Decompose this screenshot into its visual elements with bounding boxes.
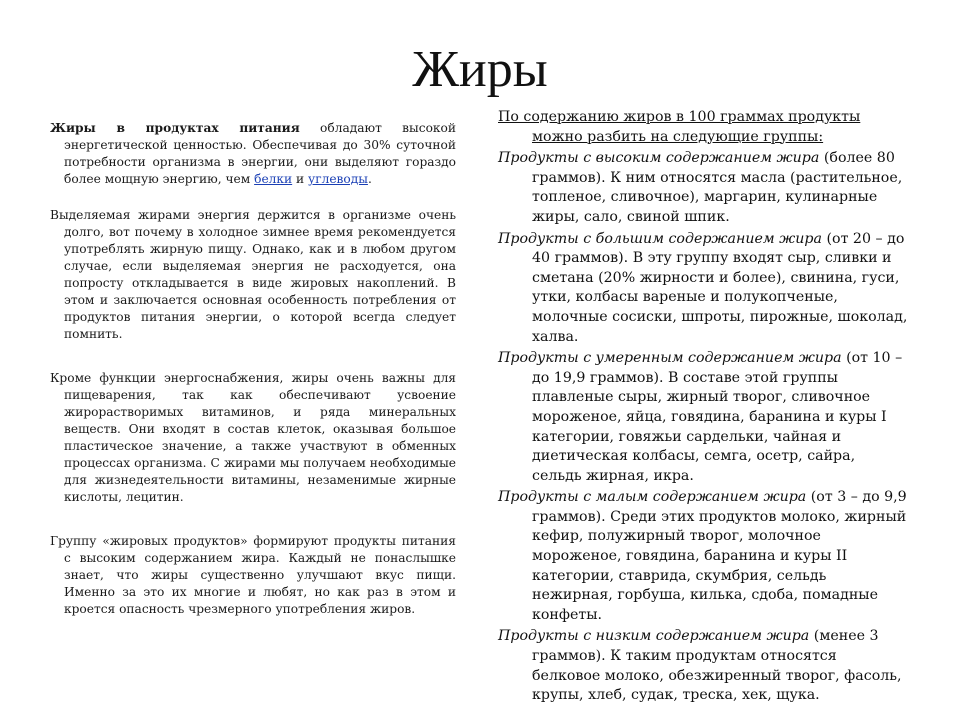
group-name: Продукты с низким содержанием жира [498,628,810,645]
group-name: Продукты с высоким содержанием жира [498,150,820,167]
group-text: (от 3 – до 9,9 граммов). Среди этих продуктов молоко, жирный кефир, полужирный творог, молочное мороженое, говядина, баранина и куры II категории, ставрида, скумбрия, сельдь нежирная, горбуша, килька, сдоба, помадные конфеты. [532,489,907,623]
right-column [498,108,908,708]
group-name: Продукты с малым содержанием жира [498,489,807,506]
group-small-fat [498,488,908,625]
group-large-fat [498,230,908,348]
paragraph-functions: Кроме функции энергоснабжения, жиры очень важны для пищеварения, так как обеспечивают усвоение жирорастворимых витаминов, и ряда минеральных веществ. Они входят в состав клеток, оказывая большое пластическое значение, а также участвуют в обменных процессах организма. С жирами мы получаем необходимые для жизнедеятельности витамины, незаменимые жирные кислоты, лецитин. [50,371,456,504]
group-name: Продукты с большим содержанием жира [498,230,822,247]
group-text: (менее 3 граммов). К таким продуктам относятся белковое молоко, обезжиренный творог, фасоль, крупы, хлеб, судак, треска, хек, щука. [532,628,902,704]
group-moderate-fat [498,349,908,486]
paragraph-intro [50,120,456,188]
link-proteins[interactable]: белки [254,172,293,186]
group-low-fat [498,627,908,705]
conjunction-text: и [292,172,309,186]
paragraph-energy: Выделяемая жирами энергия держится в организме очень долго, вот почему в холодное зимнее время рекомендуется употреблять жирную пищу. Однако, как и в любом другом случае, если выделяемая энергия не расходуется, она попросту откладывается в виде жировых накоплений. В этом и заключается основная особенность потребления от продуктов питания энергии, о которой всегда следует помнить. [50,208,456,341]
bold-lead: Жиры в продуктах питания [50,121,300,135]
link-carbohydrates[interactable]: углеводы [308,172,368,186]
slide-title: Жиры [412,41,548,98]
left-column [50,120,456,618]
group-text: (от 10 – до 19,9 граммов). В составе этой группы плавленые сыры, жирный творог, сливочное мороженое, яйца, говядина, баранина и куры I категории, говяжьи сардельки, чайная и диетическая колбасы, семга, осетр, сайра, сельдь жирная, икра. [532,350,903,484]
period-text: . [367,172,372,186]
paragraph-fat-products: Группу «жировых продуктов» формируют продукты питания с высоким содержанием жира. Каждый не понаслышке знает, что жиры существенно улучшают вкус пищи. Именно за это их многие и любят, но как раз в этом и кроется опасность чрезмерного употребления жиров. [50,534,456,616]
group-name: Продукты с умеренным содержанием жира [498,350,842,367]
group-text: (от 20 – до 40 граммов). В эту группу входят сыр, сливки и сметана (20% жирности и более), свинина, гуси, утки, колбасы вареные и полукопченые, молочные сосиски, шпроты, пирожные, шоколад, халва. [532,230,908,345]
groups-intro: По содержанию жиров в 100 граммах продукты можно разбить на следующие группы: [498,109,861,145]
paragraph-text: обладают высокой энергетической ценностью. Обеспечивая до 30% суточной потребности организма в энергии, они выделяют гораздо более мощную энергию, чем [64,121,456,186]
group-text: (более 80 граммов). К ним относятся масла (растительное, топленое, сливочное), маргарин, кулинарные жиры, сало, свиной шпик. [532,150,903,225]
group-high-fat [498,149,908,227]
